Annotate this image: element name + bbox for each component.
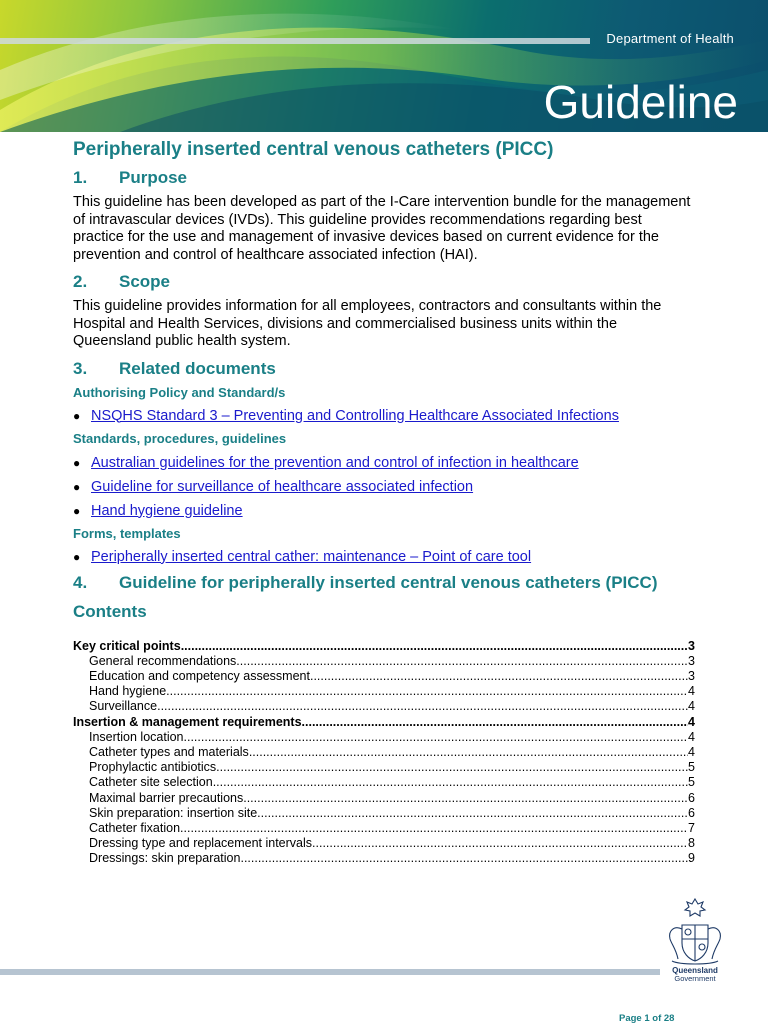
- toc-entry-label: Catheter site selection: [89, 775, 213, 790]
- toc-leader-dots: [216, 760, 688, 775]
- list-item: [73, 548, 695, 566]
- toc-leader-dots: [181, 639, 688, 654]
- toc-entry-label: General recommendations: [89, 653, 237, 668]
- bullet-icon: ●: [73, 455, 81, 470]
- toc-entry-label: Catheter types and materials: [89, 744, 249, 759]
- toc-entry-page: 3: [688, 668, 695, 683]
- toc-entry-label: Skin preparation: insertion site: [89, 805, 258, 820]
- toc-entry[interactable]: [73, 730, 695, 745]
- table-of-contents: [73, 639, 695, 867]
- toc-leader-dots: [302, 715, 689, 730]
- toc-entry-page: 4: [688, 684, 695, 699]
- section-number: 4.: [73, 572, 88, 592]
- section-number: 3.: [73, 358, 88, 378]
- toc-entry-label: Dressing type and replacement intervals: [89, 836, 313, 851]
- footer-rule: [0, 969, 660, 975]
- toc-entry-page: 4: [688, 699, 695, 714]
- subheading-forms: Forms, templates: [73, 525, 181, 541]
- section-title: Scope: [119, 272, 171, 291]
- section-title: Guideline for peripherally inserted central venous catheters (PICC): [119, 572, 658, 592]
- logo-line-1: Queensland: [672, 966, 718, 975]
- document-title: Peripherally inserted central venous catheters (PICC): [73, 139, 554, 160]
- toc-entry[interactable]: [73, 684, 695, 699]
- section-title: Related documents: [119, 358, 276, 378]
- toc-entry-page: 7: [688, 820, 695, 835]
- toc-entry-page: 4: [688, 744, 695, 759]
- toc-entry[interactable]: [73, 699, 695, 714]
- toc-entry-page: 3: [688, 653, 695, 668]
- toc-entry-page: 5: [688, 760, 695, 775]
- toc-entry[interactable]: [73, 821, 695, 836]
- toc-leader-dots: [166, 684, 688, 699]
- toc-entry-label: Insertion location: [89, 729, 184, 744]
- toc-entry-label: Surveillance: [89, 699, 158, 714]
- scope-paragraph: This guideline provides information for all employees, contractors and consultants within the Hospital and Health Services, divisions and commercialised business units within the Queensland public health system.: [73, 298, 662, 349]
- toc-entry-page: 9: [688, 851, 695, 866]
- queensland-government-crest-icon: [660, 895, 730, 983]
- toc-leader-dots: [240, 851, 688, 866]
- toc-entry-label: Key critical points: [73, 638, 181, 653]
- document-body: [73, 138, 695, 867]
- toc-entry-label: Maximal barrier precautions: [89, 790, 244, 805]
- toc-entry[interactable]: [73, 639, 695, 654]
- toc-entry-page: 3: [688, 638, 695, 653]
- toc-entry-page: 4: [688, 729, 695, 744]
- section-guideline-heading: [73, 572, 695, 594]
- toc-leader-dots: [243, 791, 688, 806]
- toc-entry[interactable]: [73, 715, 695, 730]
- purpose-paragraph: This guideline has been developed as part of the I-Care intervention bundle for the management of intravascular devices (IVDs). This guideline provides recommendations regarding best practice for the use and management of invasive devices based on current evidence for the prevention and control of healthcare associated infection (HAI).: [73, 194, 691, 263]
- section-number: 1.: [73, 168, 88, 187]
- list-item: [73, 502, 695, 520]
- toc-leader-dots: [312, 836, 688, 851]
- department-label: Department of Health: [606, 31, 734, 46]
- toc-entry[interactable]: [73, 836, 695, 851]
- toc-entry-label: Prophylactic antibiotics: [89, 760, 217, 775]
- header-banner: [0, 0, 768, 132]
- toc-leader-dots: [213, 775, 688, 790]
- link-nsqhs-standard-3[interactable]: NSQHS Standard 3 – Preventing and Controlling Healthcare Associated Infections: [91, 407, 619, 424]
- section-number: 2.: [73, 272, 88, 291]
- toc-entry-label: Education and competency assessment: [89, 668, 310, 683]
- subheading-standards: Standards, procedures, guidelines: [73, 430, 287, 446]
- bullet-icon: ●: [73, 479, 81, 494]
- section-related-heading: [73, 358, 695, 380]
- toc-leader-dots: [249, 745, 688, 760]
- toc-entry-label: Catheter fixation: [89, 820, 181, 835]
- contents-heading: Contents: [73, 601, 147, 621]
- section-title: Purpose: [119, 168, 188, 187]
- subheading-authorising: Authorising Policy and Standard/s: [73, 384, 286, 400]
- toc-entry[interactable]: [73, 851, 695, 866]
- toc-entry[interactable]: [73, 791, 695, 806]
- toc-entry-page: 4: [688, 714, 695, 729]
- list-item: [73, 407, 695, 425]
- toc-leader-dots: [310, 669, 688, 684]
- section-scope-heading: [73, 271, 695, 293]
- document-type-heading: Guideline: [543, 76, 738, 128]
- toc-entry-page: 6: [688, 790, 695, 805]
- toc-entry[interactable]: [73, 669, 695, 684]
- toc-entry-page: 6: [688, 805, 695, 820]
- toc-entry-label: Hand hygiene: [89, 684, 167, 699]
- toc-entry[interactable]: [73, 806, 695, 821]
- page-number: Page 1 of 28: [619, 1013, 675, 1024]
- toc-entry-page: 8: [688, 836, 695, 851]
- link-australian-guidelines[interactable]: Australian guidelines for the prevention and control of infection in healthcare: [91, 454, 579, 471]
- bullet-icon: ●: [73, 503, 81, 518]
- bullet-icon: ●: [73, 408, 81, 423]
- toc-leader-dots: [180, 821, 688, 836]
- toc-entry[interactable]: [73, 775, 695, 790]
- toc-entry[interactable]: [73, 745, 695, 760]
- toc-leader-dots: [236, 654, 688, 669]
- toc-entry-label: Dressings: skin preparation: [89, 851, 241, 866]
- toc-leader-dots: [157, 699, 688, 714]
- list-item: [73, 478, 695, 496]
- bullet-icon: ●: [73, 549, 81, 564]
- toc-leader-dots: [257, 806, 688, 821]
- toc-entry-page: 5: [688, 775, 695, 790]
- logo-line-2: Government: [674, 974, 716, 983]
- toc-entry-label: Insertion & management requirements: [73, 714, 302, 729]
- list-item: [73, 454, 695, 472]
- section-purpose-heading: [73, 167, 695, 189]
- link-picc-point-of-care-tool[interactable]: Peripherally inserted central cather: maintenance – Point of care tool: [91, 548, 532, 565]
- toc-entry[interactable]: [73, 760, 695, 775]
- toc-entry[interactable]: [73, 654, 695, 669]
- toc-leader-dots: [184, 730, 689, 745]
- link-surveillance-guideline[interactable]: Guideline for surveillance of healthcare associated infection: [91, 478, 474, 495]
- link-hand-hygiene-guideline[interactable]: Hand hygiene guideline: [91, 502, 243, 519]
